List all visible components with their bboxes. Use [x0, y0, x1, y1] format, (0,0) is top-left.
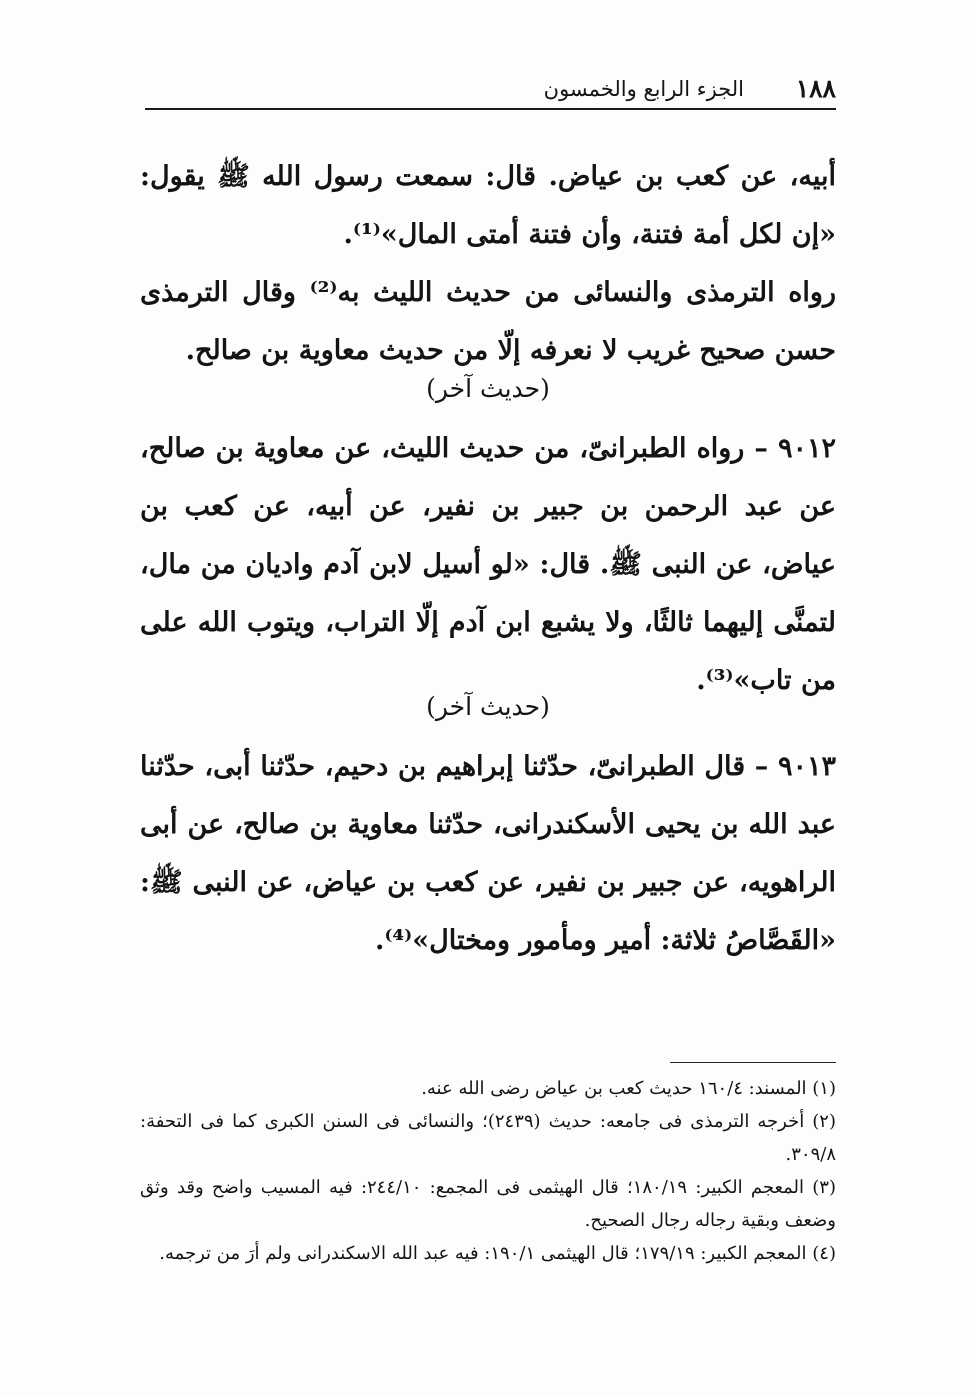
section-heading-9013: (حديث آخر)	[426, 692, 550, 721]
intro-paragraph-1: أبيه، عن كعب بن عياض. قال: سمعت رسول الله ﷺ يقول: «إن لكل أمة فتنة، وأن فتنة أمتى المال»⁽¹⁾.	[140, 161, 836, 250]
section-heading-9012: (حديث آخر)	[426, 374, 550, 403]
hadith-9013-text	[140, 738, 836, 970]
footnote-2: (٢) أخرجه الترمذى فى جامعه: حديث (٢٤٣٩)؛ والنسائى فى السنن الكبرى كما فى التحفة: ٣٠٩/٨.	[140, 1111, 836, 1165]
running-title: الجزء الرابع والخمسون	[543, 77, 744, 101]
hadith-9013-paragraph: ٩٠١٣ – قال الطبرانىّ، حدّثنا إبراهيم بن دحيم، حدّثنا أبى، حدّثنا عبد الله بن يحيى الأسكندرانى، حدّثنا معاوية بن صالح، عن أبى الراهويه، عن جبير بن نفير، عن كعب بن عياض، عن النبى ﷺ: «القَصَّاصُ ثلاثة: أمير ومأمور ومختال»⁽⁴⁾.	[140, 751, 836, 956]
hadith-9012-paragraph: ٩٠١٢ – رواه الطبرانىّ، من حديث الليث، عن معاوية بن صالح، عن عبد الرحمن بن جبير بن نفير، عن أبيه، عن كعب بن عياض، عن النبى ﷺ. قال: «لو أسيل لابن آدم واديان من مال، لتمنَّى إليهما ثالثًا، ولا يشبع ابن آدم إلّا التراب، ويتوب الله على من تاب»⁽³⁾.	[140, 433, 836, 696]
running-header	[145, 72, 836, 110]
intro-text	[140, 148, 836, 380]
footnote-4: (٤) المعجم الكبير: ١٧٩/١٩؛ قال الهيثمى ١٩٠/١: فيه عبد الله الاسكندرانى ولم أرَ من ترجمه.	[159, 1243, 836, 1264]
footnote-divider	[670, 1062, 836, 1063]
footnotes	[140, 1072, 836, 1270]
page-number: ١٨٨	[795, 74, 836, 103]
intro-paragraph-2: رواه الترمذى والنسائى من حديث الليث به⁽²⁾ وقال الترمذى حسن صحيح غريب لا نعرفه إلّا من حديث معاوية بن صالح.	[140, 277, 836, 366]
hadith-9012-text	[140, 420, 836, 710]
footnote-3: (٣) المعجم الكبير: ١٨٠/١٩؛ قال الهيثمى فى المجمع: ٢٤٤/١٠: فيه المسيب واضح وقد وثق وضعف وبقية رجاله رجال الصحيح.	[140, 1177, 836, 1231]
footnote-1: (١) المسند: ١٦٠/٤ حديث كعب بن عياض رضى الله عنه.	[421, 1078, 836, 1099]
